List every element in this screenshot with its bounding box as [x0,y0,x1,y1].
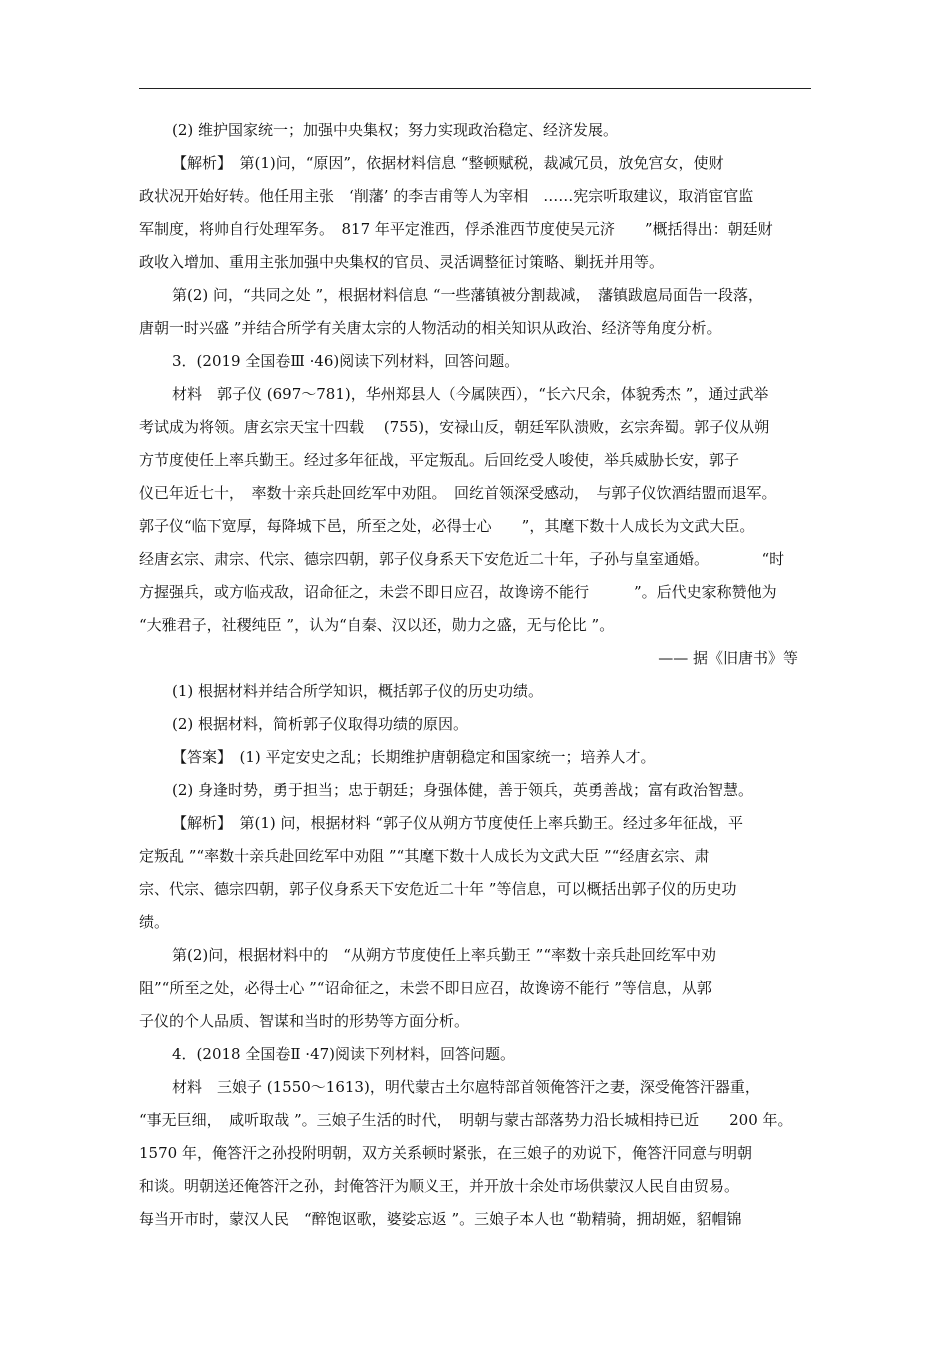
material-line: 每当开市时，蒙汉人民 “醉饱讴歌，婆娑忘返 ”。三娘子本人也 “勒精骑，拥胡姬，貂帽锦 [139,1210,742,1228]
material-line: 方握强兵，或方临戎敌，诏命征之，未尝不即日应召，故谗谤不能行 ”。后代史家称赞他为 [139,583,777,601]
material-line: 材料 郭子仪 (697～781)，华州郑县人（今属陕西），“长六尺余，体貌秀杰 ”，通过武举 [172,385,769,403]
sub-question-1: (1) 根据材料并结合所学知识，概括郭子仪的历史功绩。 [172,682,544,700]
analysis-paragraph-line: 唐朝一时兴盛 ”并结合所学有关唐太宗的人物活动的相关知识从政治、经济等角度分析。 [139,319,722,337]
material-line: 方节度使任上率兵勤王。经过多年征战，平定叛乱。后回纥受人唆使，举兵威胁长安，郭子 [139,451,740,469]
material-line: 1570 年，俺答汗之孙投附明朝，双方关系顿时紧张，在三娘子的劝说下，俺答汗同意与明朝 [139,1144,752,1162]
material-line: 材料 三娘子 (1550～1613)，明代蒙古土尔扈特部首领俺答汗之妻，深受俺答汗器重， [172,1078,760,1096]
material-line: 仪已年近七十， 率数十亲兵赴回纥军中劝阻。 回纥首领深受感动， 与郭子仪饮酒结盟而退军。 [139,484,777,502]
analysis-paragraph-line: 政收入增加、重用主张加强中央集权的官员、灵活调整征讨策略、剿抚并用等。 [139,253,665,271]
analysis-paragraph-line: 宗、代宗、德宗四朝，郭子仪身系天下安危近二十年 ”等信息，可以概括出郭子仪的历史功 [139,880,737,898]
analysis-paragraph-line: 【解析】 第(1)问，“原因”，依据材料信息 “整顿赋税，裁减冗员，放免宫女，使财 [172,154,724,172]
material-line: 郭子仪“临下宽厚，每降城下邑，所至之处，必得士心 ”，其麾下数十人成长为文武大臣。 [139,517,755,535]
answer-part-2: (2) 维护国家统一；加强中央集权；努力实现政治稳定、经济发展。 [172,121,619,139]
analysis-paragraph-line: 第(2) 问，“共同之处 ”，根据材料信息 “一些藩镇被分割裁减， 藩镇跋扈局面告一段落， [172,286,764,304]
answer-line: (2) 身逢时势，勇于担当；忠于朝廷；身强体健，善于领兵，英勇善战；富有政治智慧。 [172,781,754,799]
material-line: “事无巨细， 咸听取哉 ”。三娘子生活的时代， 明朝与蒙古部落势力沿长城相持已近 200 年。 [139,1111,793,1129]
material-line: 经唐玄宗、肃宗、代宗、德宗四朝，郭子仪身系天下安危近二十年，子孙与皇室通婚。 “时 [139,550,785,568]
header-rule [139,88,811,89]
sub-question-2: (2) 根据材料，简析郭子仪取得功绩的原因。 [172,715,469,733]
question-4-heading: 4．(2018 全国卷Ⅱ ·47)阅读下列材料，回答问题。 [172,1045,516,1063]
answer-line: 【答案】 (1) 平定安史之乱；长期维护唐朝稳定和国家统一；培养人才。 [172,748,656,766]
source-citation: —— 据《旧唐书》等 [658,649,798,667]
analysis-paragraph-line: 阻”“所至之处，必得士心 ”“诏命征之，未尝不即日应召，故谗谤不能行 ”等信息，从郭 [139,979,712,997]
analysis-paragraph-line: 定叛乱 ”“率数十亲兵赴回纥军中劝阻 ”“其麾下数十人成长为文武大臣 ”“经唐玄宗、肃 [139,847,710,865]
analysis-paragraph-line: 政状况开始好转。他任用主张 ‘削藩’ 的李吉甫等人为宰相 ……宪宗听取建议，取消宦官监 [139,187,754,205]
analysis-paragraph-line: 子仪的个人品质、智谋和当时的形势等方面分析。 [139,1012,470,1030]
analysis-paragraph-line: 【解析】 第(1) 问，根据材料 “郭子仪从朔方节度使任上率兵勤王。经过多年征战，平 [172,814,743,832]
analysis-paragraph-line: 绩。 [139,913,170,931]
question-3-heading: 3．(2019 全国卷Ⅲ ·46)阅读下列材料，回答问题。 [172,352,520,370]
material-line: “大雅君子，社稷纯臣 ”，认为“自秦、汉以还，勋力之盛，无与伦比 ”。 [139,616,615,634]
analysis-paragraph-line: 第(2)问，根据材料中的 “从朔方节度使任上率兵勤王 ”“率数十亲兵赴回纥军中劝 [172,946,717,964]
analysis-paragraph-line: 军制度，将帅自行处理军务。 817 年平定淮西，俘杀淮西节度使吴元济 ”概括得出：朝廷财 [139,220,773,238]
material-line: 和谈。明朝送还俺答汗之孙，封俺答汗为顺义王，并开放十余处市场供蒙汉人民自由贸易。 [139,1177,740,1195]
material-line: 考试成为将领。唐玄宗天宝十四载 (755)，安禄山反，朝廷军队溃败，玄宗奔蜀。郭子仪从朔 [139,418,770,436]
